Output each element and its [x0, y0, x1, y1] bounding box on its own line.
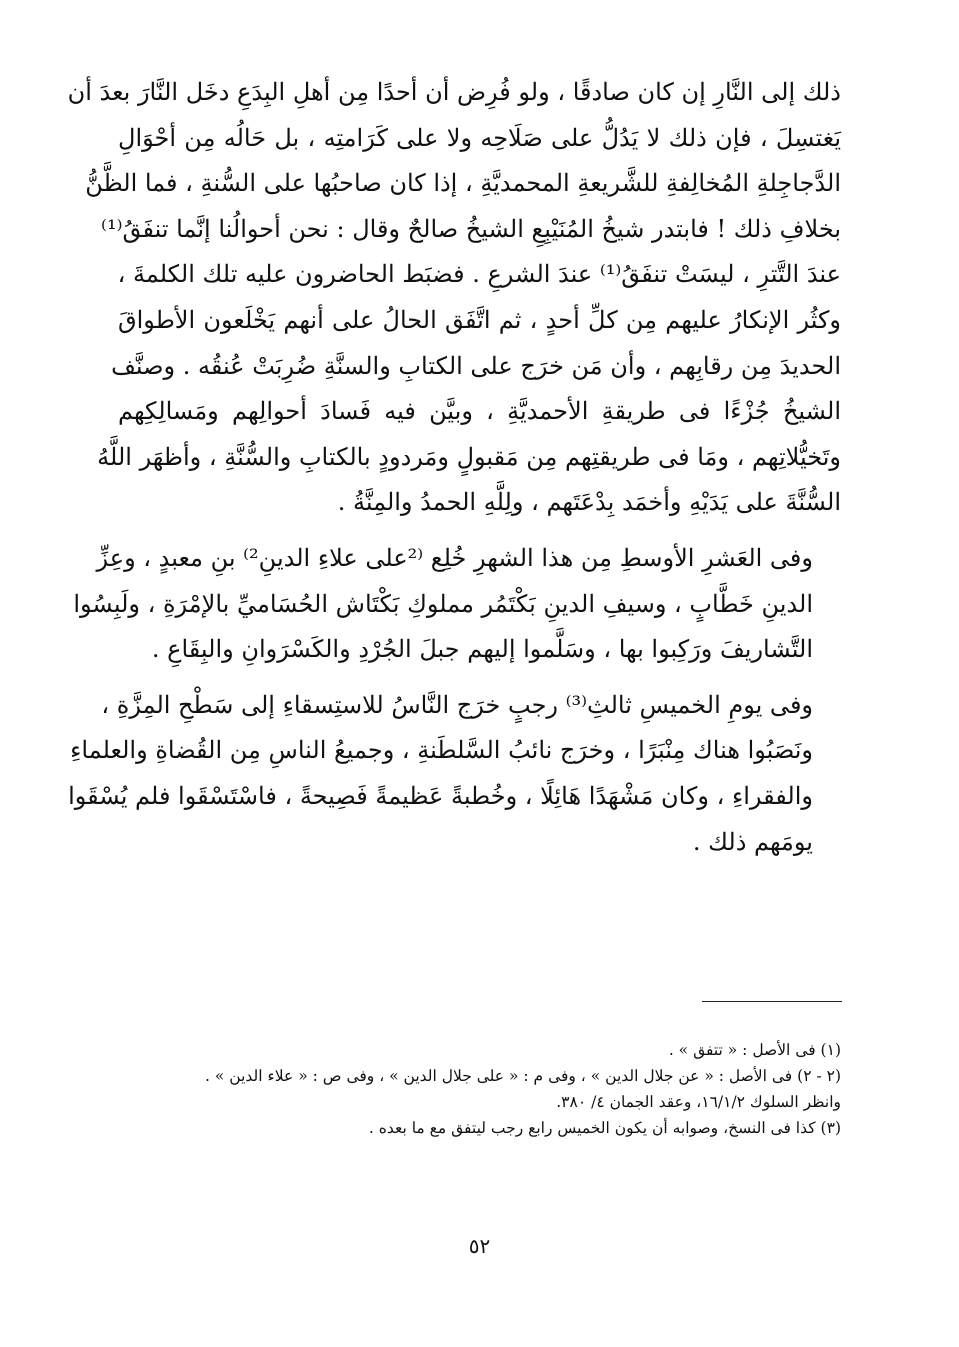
text-line: وفى يومِ الخميسِ ثالثِ⁽³⁾ رجبٍ خرَج النَّاسُ للاستِسقاءِ إلى سَطْحِ المِزَّةِ ،: [101, 690, 813, 719]
text-line: الشيخُ جُزْءًا فى طريقةِ الأحمديَّةِ ، وبيَّن فيه فَسادَ أحوالِهم ومَسالِكِهم: [118, 397, 841, 426]
text-line: السُّنَّةَ على يَدَيْهِ وأخمَد بِدْعَتَهم ، ولِلَّهِ الحمدُ والمِنَّةُ .: [337, 488, 841, 517]
text-line: وكثُر الإنكارُ عليهم مِن كلِّ أحدٍ ، ثم اتَّفَق الحالُ على أنهم يَخْلَعون الأطواقَ: [118, 305, 841, 334]
text-line: التَّشاريفَ ورَكِبوا بها ، وسَلَّموا إليهم جبلَ الجُرْدِ والكَسْرَوانِ والبِقَاعِ .: [151, 635, 813, 664]
paragraph-1: [67, 70, 841, 526]
paragraph-3: [68, 683, 841, 865]
text-line: ذلك إلى النَّارِ إن كان صادقًا ، ولو فُرِض أن أحدًا مِن أهلِ البِدَعِ دخَل النَّارَ بعدَ أن: [67, 78, 841, 106]
text-line: يومَهم ذلك .: [692, 827, 813, 856]
text-line: والفقراءِ ، وكان مَشْهَدًا هَائِلًا ، وخُطبةً عَظيمةً فَصِيحةً ، فاسْتَسْقَوا فلم يُسْقَوا: [68, 781, 813, 810]
text-line: ونَصَبُوا هناك مِنْبَرًا ، وخرَج نائبُ السَّلطَنةِ ، وجميعُ الناسِ مِن القُضاةِ والعلماءِ: [70, 736, 813, 765]
text-line: الدينِ خَطَّابٍ ، وسيفِ الدينِ بَكْتَمُر مملوكِ بَكْتَاش الحُسَاميِّ بالإمْرَةِ ، ولَبِسُوا: [73, 589, 813, 618]
text-line: يَغتسِلَ ، فإن ذلك لا يَدُلُّ على صَلَاحِه ولا على كَرَامتِه ، بل حَالُه مِن أحْوَالِ: [118, 123, 841, 152]
footnote: (١) فى الأصل : « تتفق » .: [668, 1041, 841, 1059]
text-line: الحديدَ مِن رقابِهم ، وأن مَن خرَج على الكتابِ والسنَّةِ ضُرِبَتْ عُنقُه . وصنَّف: [111, 351, 841, 380]
text-line: عندَ التَّترِ ، ليسَتْ تنفَقُ⁽¹⁾ عندَ الشرعِ . فضبَط الحاضرون عليه تلك الكلمةَ ،: [117, 260, 841, 289]
footnote: (٣) كذا فى النسخ، وصوابه أن يكون الخميس رابع رجب ليتفق مع ما بعده .: [368, 1119, 841, 1137]
text-line: وتَخيُّلاتِهم ، ومَا فى طريقتِهم مِن مَقبولٍ ومَردودٍ بالكتابِ والسُّنَّةِ ، وأظهَر اللَّهُ: [97, 442, 841, 471]
page-number: ٥٢: [468, 1234, 491, 1258]
paragraph-2: [73, 536, 841, 673]
footnote: (٢ - ٢) فى الأصل : « عن جلال الدين » ، وفى م : « على جلال الدين » ، وفى ص : « علاء الدين » .: [205, 1067, 841, 1085]
footnote-separator: [702, 1001, 842, 1002]
main-text: [67, 70, 841, 865]
footnote: وانظر السلوك ١٦/١/٢، وعقد الجمان ٤/ ٣٨٠.: [556, 1093, 841, 1111]
text-line: بخلافِ ذلك ! فابتدر شيخُ المُنَيْبِعِ الشيخُ صالحٌ وقال : نحن أحوالُنا إنَّما تنفَقُ⁽¹⁾: [101, 214, 841, 243]
text-line: وفى العَشرِ الأوسطِ مِن هذا الشهرِ خُلِع ⁽²على علاءِ الدينِ²⁾ بنِ معبدٍ ، وعِزِّ: [96, 543, 813, 572]
text-line: الدَّجاجِلةِ المُخالِفةِ للشَّريعةِ المحمديَّةِ ، إذا كان صاحبُها على السُّنةِ ، فما الظَّنُّ: [85, 169, 841, 198]
footnotes: [118, 1037, 841, 1141]
